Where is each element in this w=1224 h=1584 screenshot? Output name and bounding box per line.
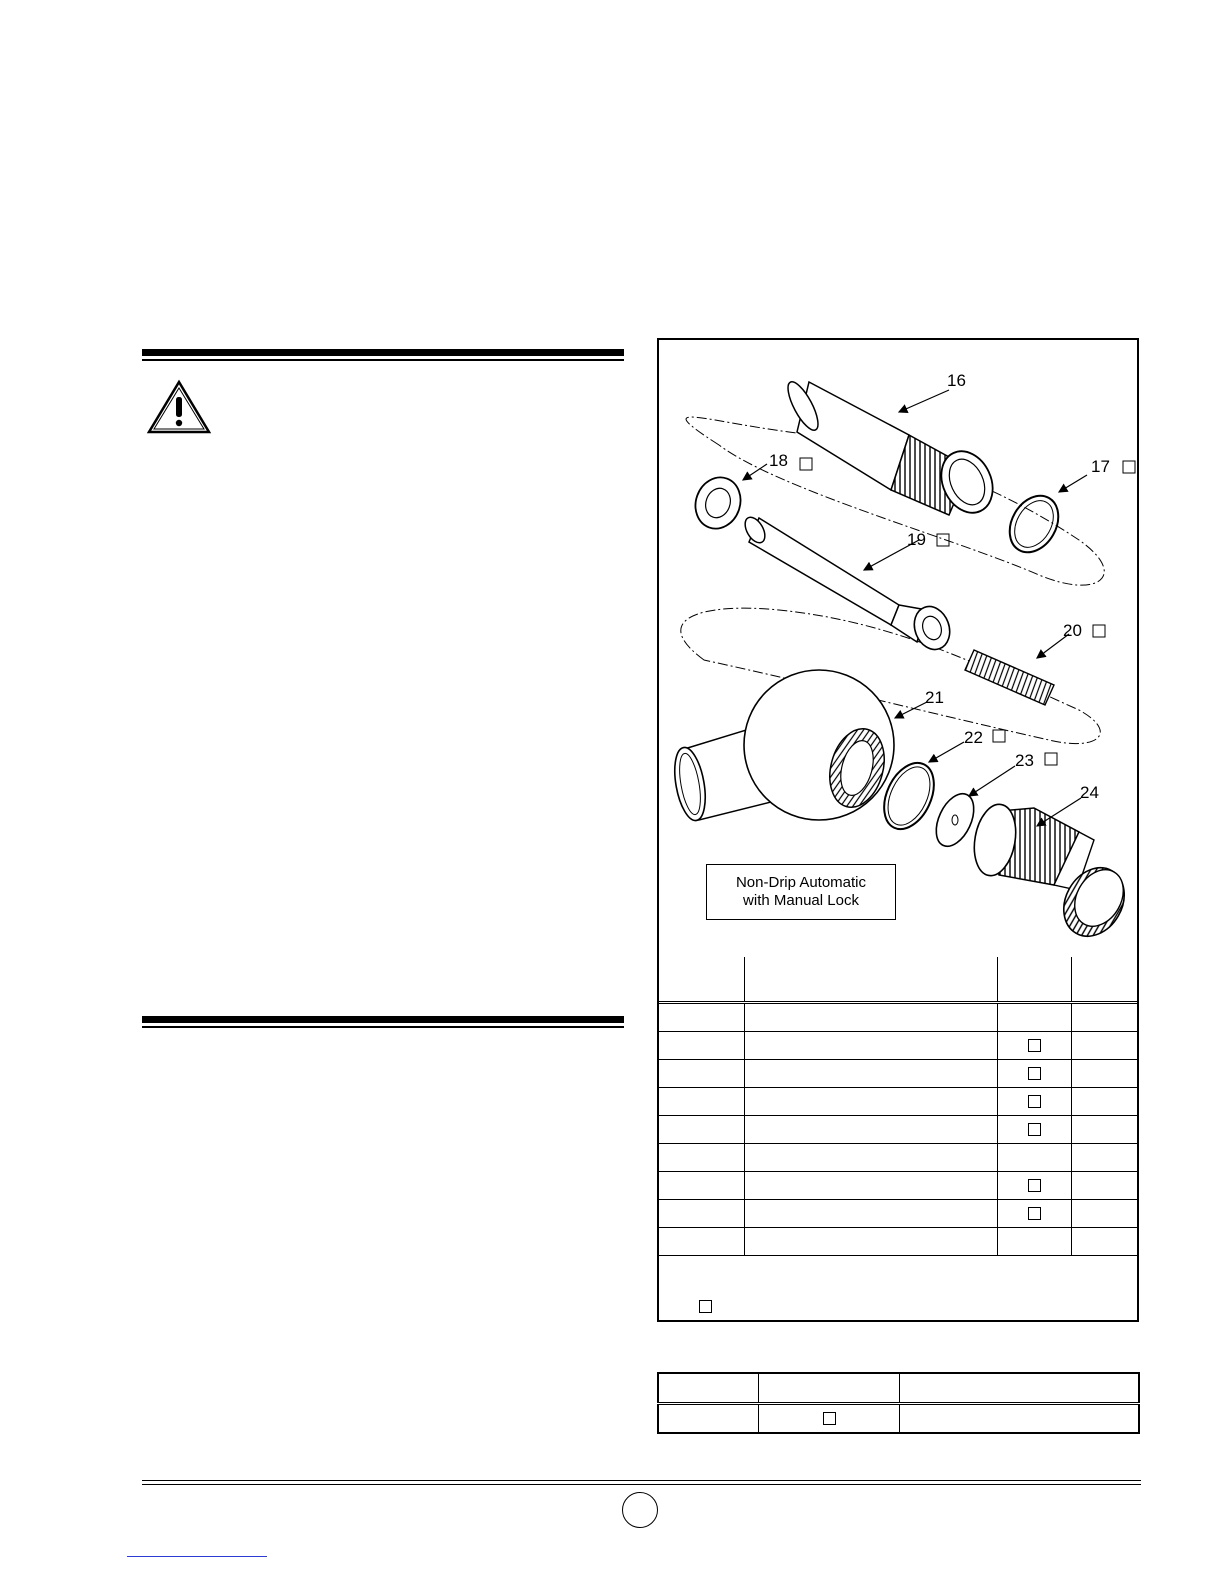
- kit-table-row: [658, 1404, 1139, 1434]
- row-square-icon: [1028, 1179, 1041, 1192]
- caption-line-2: with Manual Lock: [743, 892, 859, 909]
- part-17-o-ring: [1000, 487, 1068, 561]
- parts-panel: [657, 338, 1139, 1322]
- parts-table-header: [659, 957, 1137, 1003]
- table-row: [659, 1200, 1137, 1228]
- diagram-caption: [706, 864, 896, 920]
- section-rule-top: [142, 349, 624, 361]
- row-square-icon: [1028, 1123, 1041, 1136]
- table-row: [659, 1172, 1137, 1200]
- part-21-valve-body: [670, 670, 894, 823]
- callout-16: 16: [947, 371, 966, 390]
- row-square-icon: [1028, 1067, 1041, 1080]
- page-number-circle: [622, 1492, 658, 1528]
- callout-18: 18: [769, 451, 788, 470]
- row-square-icon: [1028, 1207, 1041, 1220]
- kit-square-icon: [823, 1412, 836, 1425]
- table-row: [659, 1003, 1137, 1032]
- footer-rule: [142, 1480, 1141, 1485]
- warning-triangle-icon: [146, 379, 212, 435]
- table-row: [659, 1060, 1137, 1088]
- kit-table: [657, 1372, 1140, 1434]
- parts-table: [659, 957, 1137, 1256]
- table-row: [659, 1228, 1137, 1256]
- table-row: [659, 1088, 1137, 1116]
- callout-21: 21: [925, 688, 944, 707]
- part-18-washer: [688, 471, 747, 535]
- callout-19: 19: [907, 530, 926, 549]
- callout-23: 23: [1015, 751, 1034, 770]
- callout-17: 17: [1091, 457, 1110, 476]
- kit-table-header: [658, 1373, 1139, 1404]
- link-underline[interactable]: [127, 1556, 267, 1557]
- row-square-icon: [1028, 1039, 1041, 1052]
- part-16-coupling: [782, 378, 1002, 521]
- part-20-spring: [965, 650, 1054, 705]
- table-row: [659, 1116, 1137, 1144]
- caption-line-1: Non-Drip Automatic: [735, 874, 867, 891]
- legend-square-icon: [699, 1300, 712, 1313]
- callout-22: 22: [964, 728, 983, 747]
- table-row: [659, 1032, 1137, 1060]
- callout-20: 20: [1063, 621, 1082, 640]
- table-row: [659, 1144, 1137, 1172]
- part-24-manual-lock: [969, 801, 1136, 947]
- section-rule-middle: [142, 1016, 624, 1028]
- exploded-parts-diagram: [659, 340, 1137, 955]
- part-23-washer: [929, 788, 982, 852]
- callout-24: 24: [1080, 783, 1099, 802]
- row-square-icon: [1028, 1095, 1041, 1108]
